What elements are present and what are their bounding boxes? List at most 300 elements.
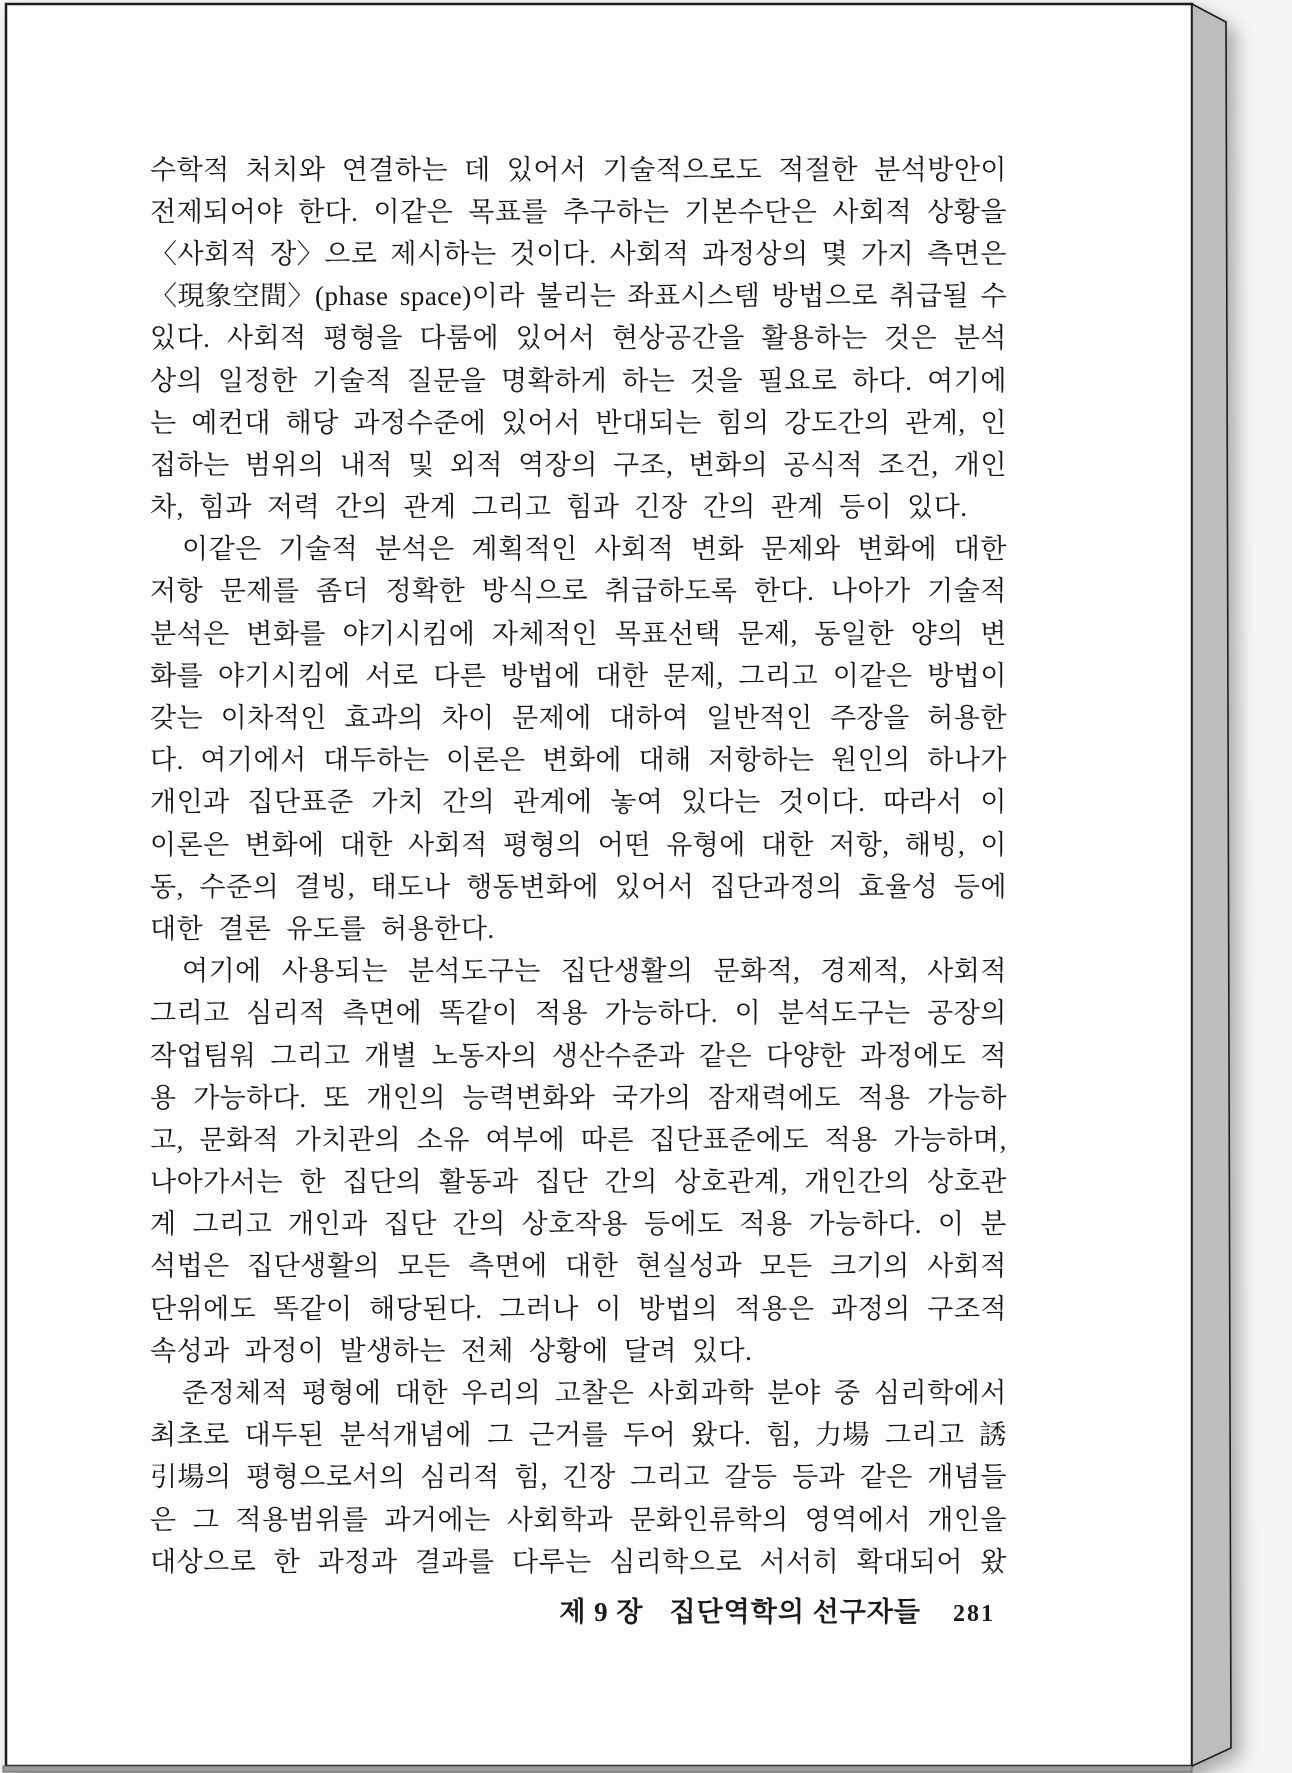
word: 있어서 [614,871,695,902]
text-line [150,357,1007,399]
text-line [150,441,1007,483]
word: 사회적 [832,196,913,227]
word: 범위의 [244,449,325,480]
word: 등에 [953,871,1007,902]
word: 사회적 [226,323,307,354]
word: 분석방안이 [874,154,1007,185]
word: 대한 [339,829,393,860]
word: 과정이 [244,1335,325,1366]
word: 왔다. [691,1420,752,1451]
word: 저항, [829,829,890,860]
word: 개인간의 [804,1167,911,1198]
word: 변화에 [857,534,938,565]
word: 여기에 [927,365,1007,396]
word: 구조, [612,449,674,480]
word: 유도를 [286,913,367,944]
word: 다루는 [511,1546,592,1577]
text-block [150,146,1007,1580]
text-line [150,905,1007,947]
word: 이론은 [150,829,230,860]
word: 힘과 [198,492,253,523]
word: 있어서 [506,154,587,185]
word: 이 [734,998,762,1029]
word: 문제에 [512,703,592,734]
word: 현상공간을 [611,323,745,354]
word: 태도나 [370,871,451,902]
word: 적용은 [734,1293,815,1324]
word: 용 [150,1082,177,1113]
word: 〈사회적 [150,238,258,269]
word: 강도간의 [784,407,891,438]
text-line [150,315,1007,357]
word: 따른 [580,1124,634,1155]
text-line [150,652,1007,694]
word: 간의 [442,787,496,818]
text-line [150,484,1007,526]
word: 가능하 [927,1082,1007,1113]
word: 집단생활의 [247,1251,381,1282]
word: 고, [150,1124,184,1155]
word: 저력 [267,492,321,523]
word: 과정의 [831,1293,911,1324]
word: 이 [595,1293,622,1324]
word: 집단 [534,1167,589,1198]
word: 분석 [953,323,1007,354]
word: 적용 [739,1209,793,1240]
word: 화를 [150,660,204,691]
word: 일정한 [217,365,298,396]
text-line [150,1454,1007,1496]
word: 이 [980,787,1007,818]
word: 이같은 [832,660,913,691]
word: 심리학으로 [609,1546,743,1577]
word: 자체적인 [491,618,599,649]
word: 대하여 [609,703,689,734]
word: 기본수단은 [684,196,818,227]
word: 좌표시스템 [627,281,761,312]
footer-chapter-title: 집단역학의 선구자들 [669,1597,921,1627]
word: 상황을 [927,196,1007,227]
word: 허용한 [927,703,1007,734]
word: 명확하게 [501,365,608,396]
page-footer [150,1590,995,1629]
word: 유형에 [666,829,746,860]
word: 분야 [767,1378,821,1409]
word: space)이라 [399,281,525,312]
word: 취급하도록 [604,576,738,607]
text-line [150,779,1007,821]
word: 최초로 [150,1420,230,1451]
word: 이 [980,829,1007,860]
word: 불리는 [536,281,617,312]
word: 저항하는 [708,745,815,776]
text-line [150,990,1007,1032]
word: 문화인류학의 [629,1504,789,1535]
word: 사회적 [408,829,488,860]
word: 측면에 [468,1251,548,1282]
word: 그 [486,1420,514,1451]
text-line [150,188,1007,230]
word: 힘, [766,1420,801,1451]
word: 계획적인 [471,534,578,565]
word: 방법으로 [771,281,878,312]
word: 행동변화에 [466,871,599,902]
word: 해당된다. [369,1293,483,1324]
word: 문제, [663,660,724,691]
word: 있다. [150,323,211,354]
word: 목표선택 [614,618,722,649]
word: 야기시킴에 [217,660,351,691]
word: 나아가서는 [150,1167,283,1198]
word: 여기에서 [200,745,307,776]
word: 기술적 [927,576,1007,607]
word: 속성과 [150,1335,230,1366]
word: 양의 [910,618,964,649]
word: 정확한 [385,576,466,607]
page-edge-right [1192,4,1231,1766]
word: 여부에 [485,1124,566,1155]
word: 활동과 [438,1167,519,1198]
word: 가능하다. [808,1209,923,1240]
word: 소유 [416,1124,470,1155]
word: 평형을 [323,323,403,354]
word: 분석은 [150,618,230,649]
word: 하는 [622,365,676,396]
word: 그리고 [192,1209,273,1240]
text-line [150,1496,1007,1538]
word: 다. [150,745,184,776]
word: 이같은 [182,534,262,565]
word: 있다. [907,492,968,523]
word: 계 [150,1209,177,1240]
word: 力場 [814,1420,870,1451]
word: 있어서 [515,323,596,354]
word: 저항 [150,576,204,607]
word: 개별 [364,1040,418,1071]
word: 역장의 [518,449,598,480]
word: 분석도구는 [407,956,541,987]
text-line [150,1538,1007,1580]
text-line [150,1412,1007,1454]
word: 개념들 [927,1462,1007,1493]
word: 중 [833,1378,861,1409]
word: 왔 [980,1546,1007,1577]
word: 효과의 [344,703,425,734]
text-line [150,146,1007,188]
word: 사회적 [927,956,1007,987]
word: 내적 [339,449,393,480]
word: 고찰은 [554,1378,635,1409]
word: 동, [150,871,184,902]
word: 힘과 [566,492,620,523]
word: 은 [150,1504,177,1535]
word: 평형에 [301,1378,382,1409]
word: 과거에는 [384,1504,491,1535]
word: 집단과정의 [709,871,843,902]
word: 결과를 [414,1546,495,1577]
word: 개인과 [288,1209,368,1240]
text-line [150,273,1007,315]
word: 변 [980,618,1007,649]
word: 영역에서 [804,1504,912,1535]
word: 나아가 [830,576,911,607]
word: 원인의 [831,745,911,776]
word: 잠재력에도 [708,1082,842,1113]
word: 그리고 [150,998,230,1029]
text-line [150,1369,1007,1411]
word: 개인 [953,449,1007,480]
word: 관계, [905,407,966,438]
word: 그러나 [499,1293,579,1324]
word: 관계 [770,492,824,523]
word: 대한 [394,1378,449,1409]
word: 질문을 [406,365,487,396]
word: 있다. [691,1335,753,1366]
word: 결론 [218,913,272,944]
word: 발생하는 [339,1335,446,1366]
word: 이같은 [373,196,454,227]
word: 〈現象空間〉(phase [150,281,389,312]
word: 반대되는 [595,407,702,438]
word: 생산수준과 [551,1040,685,1071]
word: 여기에 [182,956,262,987]
word: 한다. [297,196,359,227]
word: 것이다. [778,787,866,818]
word: 대상으로 [150,1546,257,1577]
word: 간의 [702,492,756,523]
word: 접하는 [150,449,230,480]
word: 다른 [433,660,487,691]
text-line [150,948,1007,990]
word: 취급될 [889,281,970,312]
word: 같은 [859,1462,913,1493]
word: 기술적으로도 [602,154,763,185]
word: 제시하는 [390,238,497,269]
word: 대두된 [244,1420,325,1451]
word: 과정수준에 [353,407,487,438]
word: 집단 [383,1209,437,1240]
text-line [150,230,1007,272]
word: 상의 [150,365,204,396]
word: 긴장 [562,1462,616,1493]
word: 힘의 [716,407,770,438]
word: 몇 [821,238,849,269]
word: 야기시킴에 [342,618,476,649]
word: 필요로 [757,365,838,396]
word: 그리고 [738,660,819,691]
word: 경제적, [820,956,908,987]
text-line [150,610,1007,652]
word: 대두하는 [323,745,430,776]
word: 한 [299,1167,326,1198]
word: 같은 [698,1040,753,1071]
word: 집단표준에도 [649,1124,809,1155]
word: 능력변화와 [462,1082,596,1113]
word: 처치와 [245,154,326,185]
word: 전제되어야 [150,196,283,227]
word: 간의 [604,1167,658,1198]
word: 변화에 [244,829,325,860]
word: 또 [323,1082,350,1113]
word: 것을 [689,365,744,396]
footer-chapter-label: 제 9 장 [559,1597,644,1627]
word: 문제를 [219,576,300,607]
word: 분석은 [374,534,455,565]
word: 변화를 [246,618,326,649]
word: 사용되는 [281,956,388,987]
text-line [150,1243,1007,1285]
word: 방법이 [927,660,1007,691]
word: 등과 [791,1462,846,1493]
word: 있어서 [501,407,581,438]
word: 문화적 [199,1124,280,1155]
word: 데 [464,154,491,185]
word: 방식으로 [481,576,589,607]
word: 집단표준 [247,787,354,818]
word: 하다. [852,365,913,396]
word: 목표를 [468,196,548,227]
text-line [150,1032,1007,1074]
word: 대한 [953,534,1007,565]
word: 분 [980,1209,1007,1240]
word: 좀더 [315,576,370,607]
word: 대한 [565,1251,619,1282]
word: 노동자의 [431,1040,538,1071]
word: 가능하다. [604,998,719,1029]
word: 측면은 [927,238,1007,269]
word: 적용 [534,998,589,1029]
word: 대해 [638,745,692,776]
word: 및 [408,449,435,480]
word: 근거를 [528,1420,609,1451]
word: 준정체적 [182,1378,289,1409]
word: 차, [150,492,184,523]
word: 공장의 [927,998,1007,1029]
word: 가능하며, [893,1124,1007,1155]
word: 주장을 [830,703,910,734]
word: 다양한 [766,1040,846,1071]
word: 가지 [861,238,915,269]
word: 문제, [737,618,798,649]
word: 이론은 [446,745,526,776]
word: 문화적, [713,956,801,987]
word: 수 [980,281,1007,312]
word: 측면에 [342,998,423,1029]
word: 과정과 [317,1546,398,1577]
word: 석법은 [150,1251,230,1282]
word: 가치 [371,787,425,818]
word: 똑같이 [272,1293,353,1324]
word: 집단의 [342,1167,423,1198]
word: 적용 [857,1082,911,1113]
word: 한다. [754,576,815,607]
word: 힘, [514,1462,549,1493]
word: 과정에도 [859,1040,967,1071]
word: 놓여 [610,787,664,818]
word: 상황에 [529,1335,609,1366]
word: 크기의 [830,1251,910,1282]
word: 모든 [759,1251,813,1282]
text-line [150,821,1007,863]
word: 우리의 [461,1378,542,1409]
word: 문제와 [760,534,841,565]
word: 개인의 [366,1082,446,1113]
word: 는 [150,407,177,438]
word: 적절한 [778,154,858,185]
word: 외적 [449,449,503,480]
word: 방법에 [501,660,581,691]
word: 상호작용 [521,1209,628,1240]
word: 서서히 [759,1546,840,1577]
word: 해빙, [904,829,966,860]
word: 방법의 [638,1293,719,1324]
word: 가치관의 [294,1124,402,1155]
word: 한 [273,1546,301,1577]
word: 따라서 [882,787,963,818]
word: 기술적 [278,534,359,565]
word: 구조적 [927,1293,1007,1324]
word: 분석개념에 [339,1420,473,1451]
text-line [150,737,1007,779]
word: 동일한 [814,618,895,649]
word: 등에도 [643,1209,724,1240]
word: 誘 [979,1420,1007,1451]
word: 이 [937,1209,965,1240]
word: 심리적 [246,998,326,1029]
word: 집단생활의 [560,956,694,987]
word: 확대되어 [856,1546,963,1577]
word: 변화 [690,534,745,565]
word: 개인을 [927,1504,1007,1535]
word: 사회적 [594,534,675,565]
word: 있다는 [681,787,761,818]
word: 심리적 [420,1462,500,1493]
word: 일반적인 [706,703,813,734]
word: 전체 [460,1335,514,1366]
word: 상호관 [927,1167,1007,1198]
word: 분석도구는 [777,998,911,1029]
word: 가능하다. [193,1082,307,1113]
text-line [150,568,1007,610]
text-line [150,1116,1007,1158]
word: 단위에도 [150,1293,257,1324]
word: 이차적인 [220,703,327,734]
text-line [150,863,1007,905]
word: 간의 [452,1209,506,1240]
word: 사회적 [927,1251,1007,1282]
word: 하나가 [927,745,1007,776]
word: 과정상의 [702,238,809,269]
word: 관계에 [512,787,593,818]
text-line [150,1159,1007,1201]
word: 상호관계, [674,1167,788,1198]
text-line [150,399,1007,441]
word: 대한 [760,829,815,860]
word: 그 [192,1504,220,1535]
word: 다룸에 [419,323,500,354]
word: 관계 [403,492,457,523]
word: 추구하는 [563,196,670,227]
word: 적 [980,1040,1007,1071]
word: 변화의 [688,449,769,480]
footer-page-number: 281 [953,1601,995,1627]
page-edge-bottom [3,1766,1192,1772]
word: 공식적 [783,449,864,480]
word: 사회학과 [506,1504,614,1535]
word: 개인과 [150,787,230,818]
word: 심리학에서 [873,1378,1007,1409]
word: 사회과학 [647,1378,755,1409]
